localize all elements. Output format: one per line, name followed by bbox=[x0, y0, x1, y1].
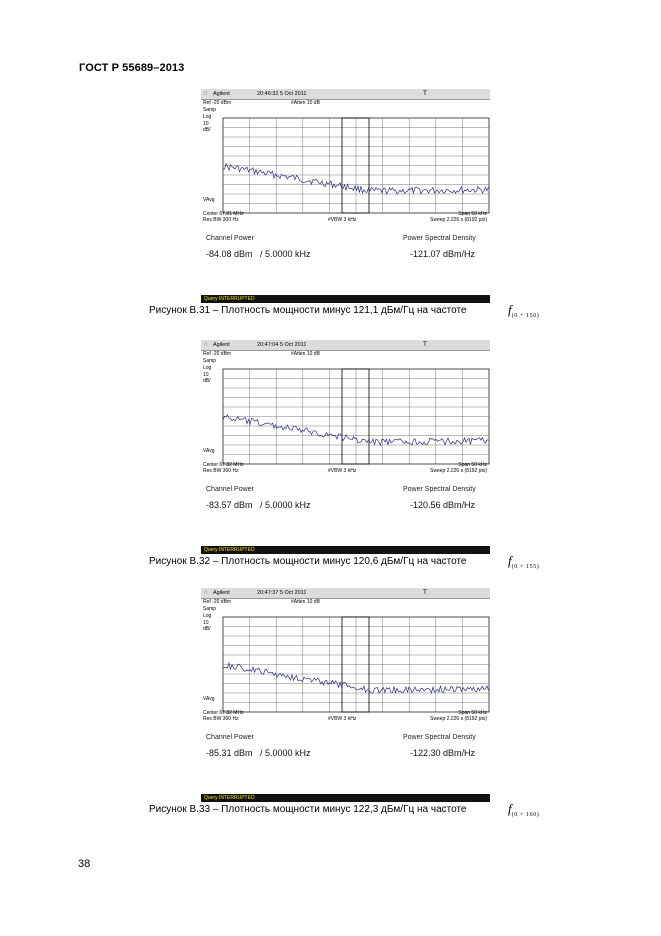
spectrum-trace bbox=[223, 663, 489, 693]
status-bar bbox=[201, 295, 490, 303]
formula-letter: f bbox=[508, 302, 512, 317]
plot-grid bbox=[223, 369, 489, 464]
trigger-marker: T bbox=[423, 341, 427, 348]
scale-value-label: 10 bbox=[203, 619, 209, 626]
spectrum-plot bbox=[201, 340, 490, 554]
scale-labels bbox=[203, 606, 216, 633]
document-header: ГОСТ Р 55689–2013 bbox=[79, 62, 185, 74]
psd-value: -120.56 dBm/Hz bbox=[410, 500, 476, 510]
vbw-label: #VBW 3 kHz bbox=[328, 217, 357, 223]
spectrum-plot bbox=[201, 89, 490, 303]
timestamp-label: 20:47:37 5 Oct 2011 bbox=[257, 590, 307, 596]
scale-unit-label: dB/ bbox=[203, 626, 211, 633]
page-number: 38 bbox=[78, 858, 91, 870]
psd-value: -121.07 dBm/Hz bbox=[410, 249, 476, 259]
vbw-label: #VBW 3 kHz bbox=[328, 716, 357, 722]
scale-labels bbox=[203, 358, 216, 385]
center-freq-label: Center 67.82 MHz bbox=[203, 462, 244, 468]
scale-labels bbox=[203, 107, 216, 134]
channel-power-label: Channel Power bbox=[206, 235, 254, 242]
attenuation-label: #Atten 10 dB bbox=[291, 351, 320, 357]
span-label: Span 50 kHz bbox=[458, 211, 487, 217]
avg-label: VAvg bbox=[203, 696, 215, 702]
trigger-marker: T bbox=[423, 90, 427, 97]
psd-value: -122.30 dBm/Hz bbox=[410, 748, 476, 758]
status-bar bbox=[201, 794, 490, 802]
scale-value-label: 10 bbox=[203, 371, 209, 378]
formula-subscript: (0 + 160) bbox=[511, 812, 540, 818]
frequency-formula bbox=[508, 301, 539, 319]
timestamp-label: 20:47:04 5 Oct 2011 bbox=[257, 342, 307, 348]
status-text: Query INTERRUPTED bbox=[204, 296, 255, 302]
rbw-label: Res BW 300 Hz bbox=[203, 716, 239, 722]
figure-caption: Рисунок В.33 – Плотность мощности минус 122,3 дБм/Гц на частоте bbox=[149, 804, 467, 815]
avg-label: VAvg bbox=[203, 448, 215, 454]
log-label: Log bbox=[203, 113, 212, 120]
formula-subscript: (0 + 150) bbox=[511, 313, 540, 319]
channel-power-value: -84.08 dBm bbox=[206, 249, 253, 259]
trigger-marker: T bbox=[423, 589, 427, 596]
formula-subscript: (0 + 155) bbox=[511, 564, 540, 570]
window-grip-icon: ⁞⁞ bbox=[204, 590, 208, 596]
status-text: Query INTERRUPTED bbox=[204, 547, 255, 553]
channel-power-label: Channel Power bbox=[206, 734, 254, 741]
spectrum-analyzer-screenshot bbox=[201, 89, 490, 303]
channel-power-value: -83.57 dBm bbox=[206, 500, 253, 510]
scale-unit-label: dB/ bbox=[203, 378, 211, 385]
formula-letter: f bbox=[508, 801, 512, 816]
scale-unit-label: dB/ bbox=[203, 127, 211, 134]
vendor-label: Agilent bbox=[213, 91, 230, 97]
ref-level-label: Ref -20 dBm bbox=[203, 100, 232, 106]
plot-grid bbox=[223, 617, 489, 712]
avg-label: VAvg bbox=[203, 197, 215, 203]
span-label: Span 50 kHz bbox=[458, 710, 487, 716]
frequency-formula bbox=[508, 552, 539, 570]
log-label: Log bbox=[203, 612, 212, 619]
vbw-label: #VBW 3 kHz bbox=[328, 468, 357, 474]
timestamp-label: 20:46:32 5 Oct 2011 bbox=[257, 91, 307, 97]
status-text: Query INTERRUPTED bbox=[204, 795, 255, 801]
rbw-label: Res BW 300 Hz bbox=[203, 217, 239, 223]
spectrum-analyzer-screenshot bbox=[201, 340, 490, 554]
vendor-label: Agilent bbox=[213, 342, 230, 348]
psd-label: Power Spectral Density bbox=[403, 235, 476, 242]
figure-caption: Рисунок В.31 – Плотность мощности минус 121,1 дБм/Гц на частоте bbox=[149, 305, 467, 316]
figure-b32 bbox=[0, 340, 661, 580]
figure-caption: Рисунок В.32 – Плотность мощности минус 120,6 дБм/Гц на частоте bbox=[149, 556, 467, 567]
ref-level-label: Ref -20 dBm bbox=[203, 599, 232, 605]
status-bar bbox=[201, 546, 490, 554]
sweep-label: Sweep 2.226 s (8192 pts) bbox=[430, 716, 487, 722]
log-label: Log bbox=[203, 364, 212, 371]
figure-b31 bbox=[0, 89, 661, 329]
center-freq-label: Center 67.82 MHz bbox=[203, 710, 244, 716]
spectrum-trace bbox=[223, 415, 489, 445]
window-grip-icon: ⁞⁞ bbox=[204, 91, 208, 97]
rbw-label: Res BW 300 Hz bbox=[203, 468, 239, 474]
psd-label: Power Spectral Density bbox=[403, 734, 476, 741]
window-grip-icon: ⁞⁞ bbox=[204, 342, 208, 348]
attenuation-label: #Atten 10 dB bbox=[291, 599, 320, 605]
center-freq-label: Center 67.81 MHz bbox=[203, 211, 244, 217]
channel-power-value: -85.31 dBm bbox=[206, 748, 253, 758]
attenuation-label: #Atten 10 dB bbox=[291, 100, 320, 106]
samp-label: Samp bbox=[203, 107, 217, 113]
psd-label: Power Spectral Density bbox=[403, 486, 476, 493]
channel-power-label: Channel Power bbox=[206, 486, 254, 493]
figure-b33 bbox=[0, 588, 661, 828]
sweep-label: Sweep 2.226 s (8192 pts) bbox=[430, 468, 487, 474]
spectrum-plot bbox=[201, 588, 490, 802]
plot-grid bbox=[223, 118, 489, 213]
spectrum-analyzer-screenshot bbox=[201, 588, 490, 802]
samp-label: Samp bbox=[203, 606, 217, 612]
span-label: Span 50 kHz bbox=[458, 462, 487, 468]
frequency-formula bbox=[508, 800, 539, 818]
bandwidth-value: / 5.0000 kHz bbox=[260, 748, 311, 758]
scale-value-label: 10 bbox=[203, 120, 209, 127]
bandwidth-value: / 5.0000 kHz bbox=[260, 249, 311, 259]
samp-label: Samp bbox=[203, 358, 217, 364]
sweep-label: Sweep 2.226 s (8192 pts) bbox=[430, 217, 487, 223]
vendor-label: Agilent bbox=[213, 590, 230, 596]
formula-letter: f bbox=[508, 553, 512, 568]
ref-level-label: Ref -20 dBm bbox=[203, 351, 232, 357]
spectrum-trace bbox=[223, 164, 489, 195]
bandwidth-value: / 5.0000 kHz bbox=[260, 500, 311, 510]
